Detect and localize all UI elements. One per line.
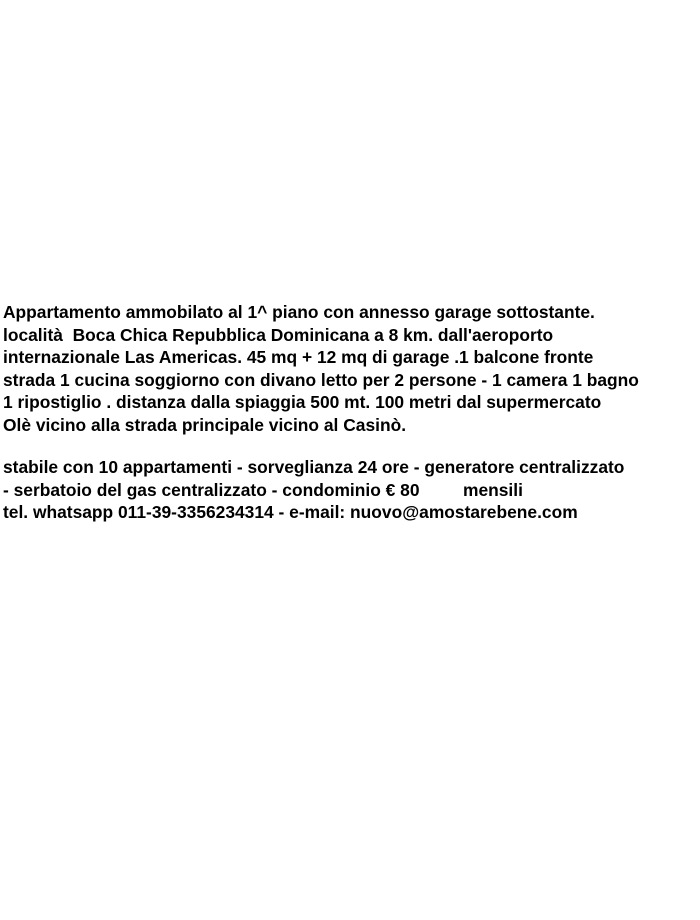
condominium-fee-line: - serbatoio del gas centralizzato - condominio € 80 mensili <box>3 479 523 500</box>
description-line-4: strada 1 cucina soggiorno con divano letto per 2 persone - 1 camera 1 bagno <box>3 369 639 390</box>
listing-text <box>3 301 697 524</box>
contact-line: tel. whatsapp 011-39-3356234314 - e-mail: nuovo@amostarebene.com <box>3 502 578 522</box>
paragraph-gap <box>3 436 697 456</box>
description-line-5: 1 ripostiglio . distanza dalla spiaggia 500 mt. 100 metri dal supermercato <box>3 392 602 412</box>
description-line-1: Appartamento ammobilato al 1^ piano con annesso garage sottostante. <box>3 302 595 322</box>
description-line-2: località Boca Chica Repubblica Dominicana a 8 km. dall'aeroporto <box>3 324 554 345</box>
description-line-3: internazionale Las Americas. 45 mq + 12 mq di garage .1 balcone fronte <box>3 347 594 367</box>
description-line-6: Olè vicino alla strada principale vicino al Casinò. <box>3 414 407 435</box>
building-info-line: stabile con 10 appartamenti - sorveglianza 24 ore - generatore centralizzato <box>3 457 625 477</box>
